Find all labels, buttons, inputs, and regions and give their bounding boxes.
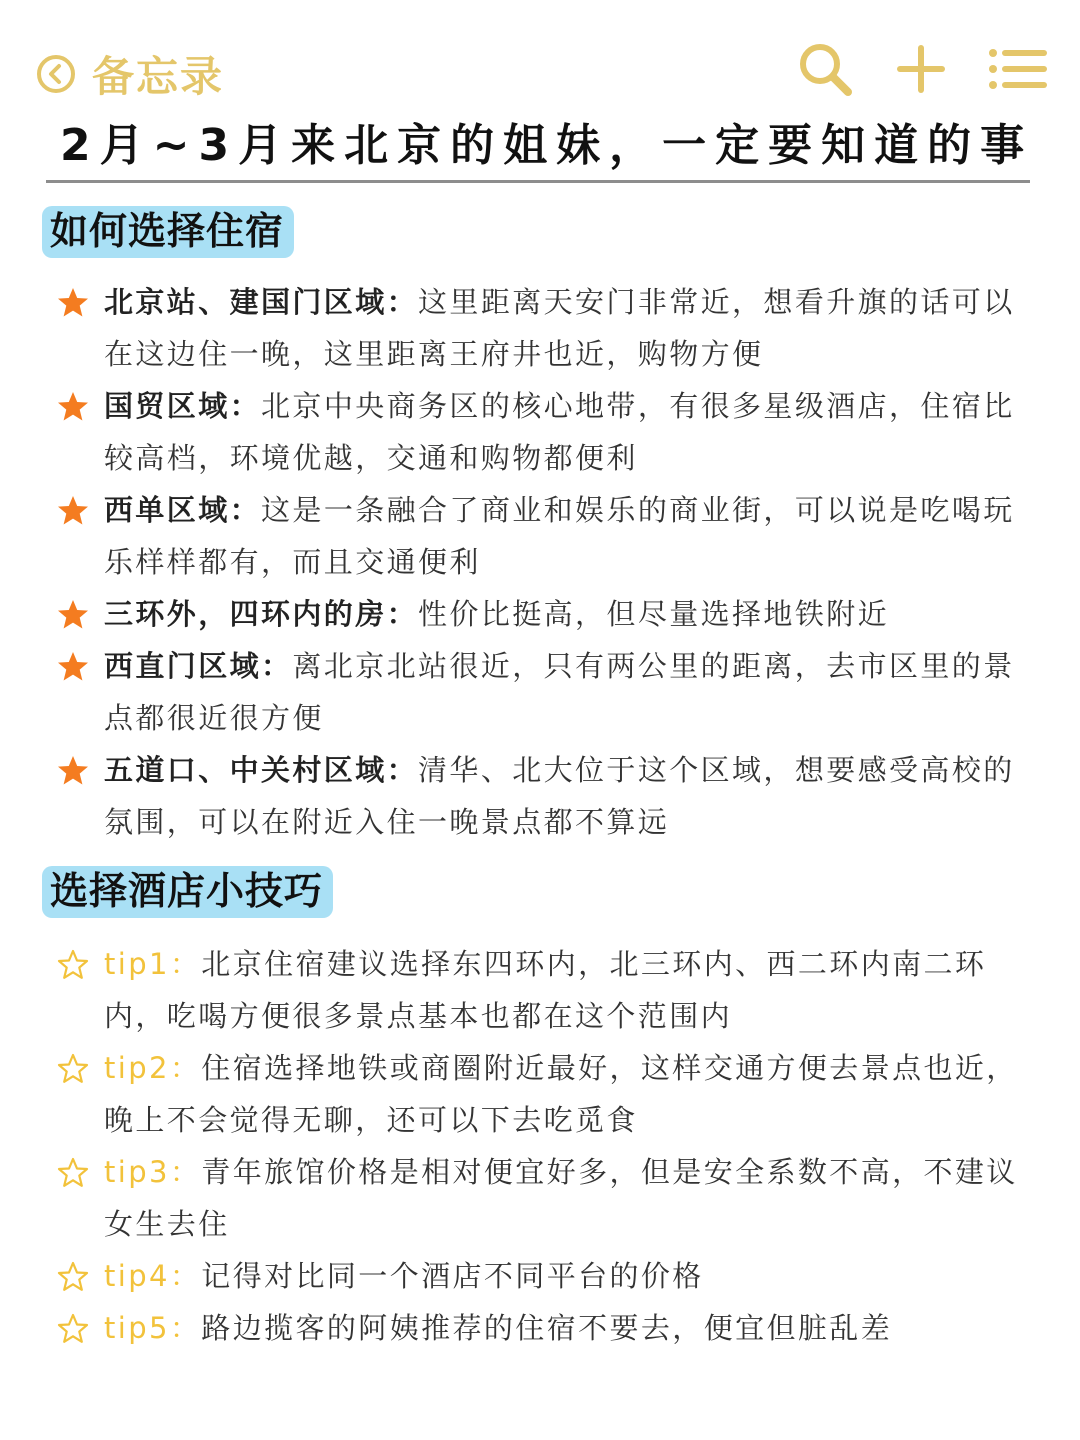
tip-label: tip5： — [104, 1311, 202, 1345]
section-heading-accommodation: 如何选择住宿 — [42, 206, 294, 258]
star-filled-icon — [56, 494, 90, 528]
item-text: 住宿选择地铁或商圈附近最好，这样交通方便去景点也近，晚上不会觉得无聊，还可以下去吃觅食 — [104, 1051, 1018, 1137]
item-text: 路边揽客的阿姨推荐的住宿不要去，便宜但脏乱差 — [201, 1311, 893, 1345]
star-outline-icon — [56, 1156, 90, 1190]
star-outline-icon — [56, 1052, 90, 1086]
back-label: 备忘录 — [92, 52, 225, 101]
item-key: 北京站、建国门区域： — [104, 285, 419, 319]
star-outline-icon — [56, 948, 90, 982]
plus-icon[interactable] — [890, 38, 952, 100]
star-filled-icon — [56, 598, 90, 632]
accommodation-list — [56, 276, 1036, 848]
list-item — [56, 938, 1036, 1042]
list-item — [56, 276, 1036, 380]
star-filled-icon — [56, 390, 90, 424]
search-icon[interactable] — [794, 38, 856, 100]
item-text: 清华、北大位于这个区域，想要感受高校的氛围，可以在附近入住一晚景点都不算远 — [104, 753, 1015, 839]
title-divider — [46, 180, 1030, 183]
item-key: 五道口、中关村区域： — [104, 753, 419, 787]
section-heading-hotel-tips: 选择酒店小技巧 — [42, 866, 333, 918]
list-item — [56, 1302, 1036, 1354]
item-key: 国贸区域： — [104, 389, 262, 423]
tip-label: tip1： — [104, 947, 202, 981]
item-key: 三环外，四环内的房： — [104, 597, 419, 631]
list-item — [56, 744, 1036, 848]
item-text: 性价比挺高，但尽量选择地铁附近 — [418, 597, 890, 631]
star-outline-icon — [56, 1260, 90, 1294]
list-item — [56, 1250, 1036, 1302]
item-text: 北京中央商务区的核心地带，有很多星级酒店，住宿比较高档，环境优越，交通和购物都便利 — [104, 389, 1015, 475]
list-item — [56, 588, 1036, 640]
tip-label: tip4： — [104, 1259, 202, 1293]
toolbar-actions — [760, 38, 1048, 100]
tip-label: tip2： — [104, 1051, 202, 1085]
item-text: 记得对比同一个酒店不同平台的价格 — [201, 1259, 704, 1293]
chevron-left-icon — [36, 54, 76, 94]
top-bar — [0, 0, 1080, 110]
item-text: 北京住宿建议选择东四环内，北三环内、西二环内南二环内，吃喝方便很多景点基本也都在这个范围内 — [104, 947, 987, 1033]
item-text: 青年旅馆价格是相对便宜好多，但是安全系数不高，不建议女生去住 — [104, 1155, 1018, 1241]
item-text: 这是一条融合了商业和娱乐的商业街，可以说是吃喝玩乐样样都有，而且交通便利 — [104, 493, 1015, 579]
star-filled-icon — [56, 650, 90, 684]
back-button[interactable] — [36, 44, 224, 104]
star-outline-icon — [56, 1312, 90, 1346]
item-key: 西单区域： — [104, 493, 262, 527]
list-item — [56, 1042, 1036, 1146]
hotel-tips-list — [56, 938, 1036, 1354]
list-item — [56, 1146, 1036, 1250]
item-key: 西直门区域： — [104, 649, 293, 683]
star-filled-icon — [56, 754, 90, 788]
list-item — [56, 380, 1036, 484]
tip-label: tip3： — [104, 1155, 202, 1189]
list-icon[interactable] — [986, 38, 1048, 100]
star-filled-icon — [56, 286, 90, 320]
list-item — [56, 640, 1036, 744]
item-text: 这里距离天安门非常近，想看升旗的话可以在这边住一晚，这里距离王府井也近，购物方便 — [104, 285, 1015, 371]
item-text: 离北京北站很近，只有两公里的距离，去市区里的景点都很近很方便 — [104, 649, 1015, 735]
list-item — [56, 484, 1036, 588]
note-title: 2月~3月来北京的姐妹，一定要知道的事 — [60, 120, 1034, 171]
